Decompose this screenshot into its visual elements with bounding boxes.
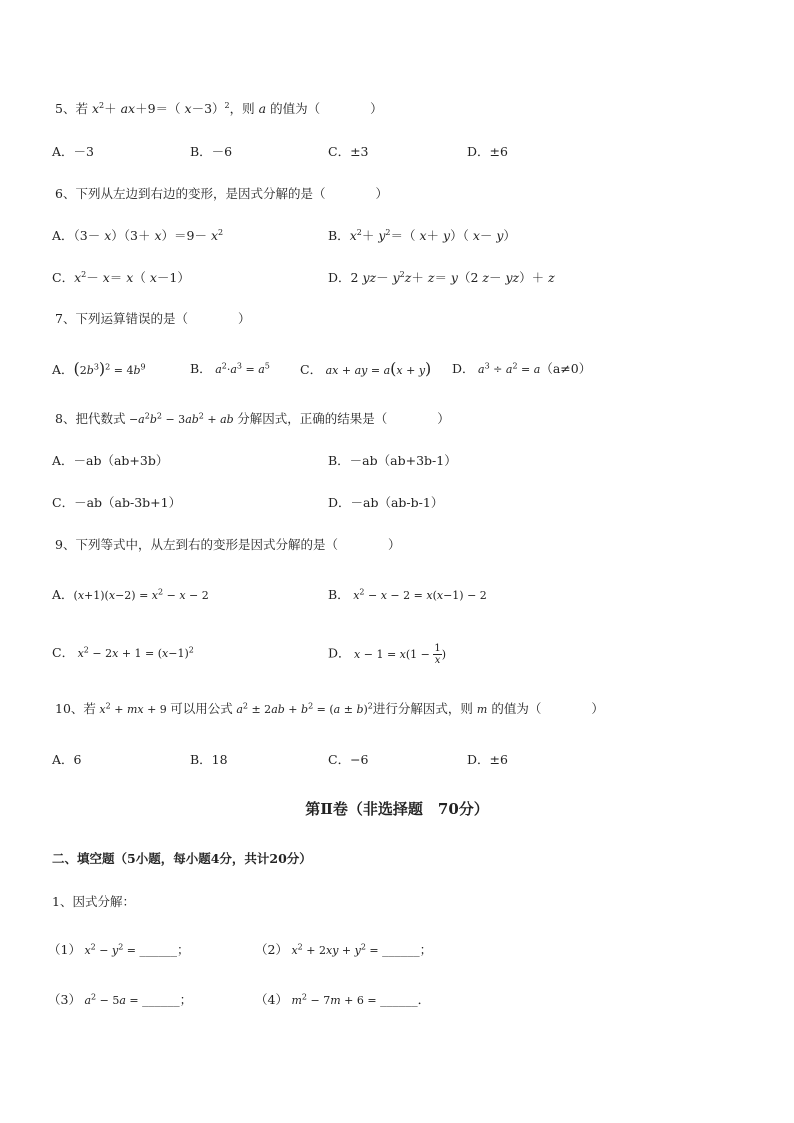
f1-part-3 bbox=[48, 990, 192, 1011]
q5-tail: ，则 bbox=[229, 101, 255, 116]
q10-option-b[interactable]: B．18 bbox=[190, 752, 228, 767]
q6-option-d[interactable] bbox=[328, 268, 555, 288]
q7-label-c: C． bbox=[300, 362, 323, 377]
q6-option-b[interactable] bbox=[328, 226, 516, 246]
q5-option-d[interactable]: D．±6 bbox=[467, 144, 508, 159]
q8-number: 8、把代数式 bbox=[55, 411, 126, 426]
q7-d-expr: $a^3 \div a^2 = a$ bbox=[478, 361, 541, 376]
f1-end-1: ； bbox=[177, 942, 190, 957]
q10-mid1: 可以用公式 bbox=[170, 701, 233, 716]
q6-label-d: D． bbox=[328, 270, 351, 285]
q5-var-a: a bbox=[258, 101, 267, 116]
q8-option-c[interactable]: C．－ab（ab-3b+1） bbox=[52, 495, 182, 510]
f1-blank-4[interactable]: ______ bbox=[380, 992, 418, 1007]
q7-b-expr: $a^2\cdot a^3 = a^5$ bbox=[215, 361, 270, 376]
q10-option-a[interactable]: A．6 bbox=[52, 752, 82, 767]
q6-option-c[interactable] bbox=[52, 268, 190, 288]
q9-label-a: A． bbox=[52, 587, 74, 602]
q9-option-d[interactable] bbox=[328, 643, 446, 666]
q9-d-expr: x − 1 = x(1 − $\frac{1}{x}$ ) bbox=[354, 643, 447, 666]
question-6: 6、下列从左边到右边的变形，是因式分解的是（ ） bbox=[55, 186, 388, 201]
q6-option-a[interactable] bbox=[52, 226, 223, 246]
q7-label-d: D． bbox=[452, 361, 475, 376]
q10-option-d[interactable]: D．±6 bbox=[467, 752, 508, 767]
q7-option-b[interactable] bbox=[190, 359, 270, 380]
question-10 bbox=[55, 699, 604, 720]
q6-a-expr: $(3- x)(3+ x)=9- x^2$ bbox=[73, 227, 224, 243]
q8-option-d[interactable]: D．－ab（ab-b-1） bbox=[328, 495, 444, 510]
q6-label-b: B． bbox=[328, 228, 350, 243]
q9-option-a[interactable] bbox=[52, 585, 209, 606]
f1-part-1-label: （1） bbox=[48, 942, 81, 957]
q9-option-b[interactable] bbox=[328, 585, 487, 606]
f1-part-4 bbox=[255, 990, 430, 1011]
f1-part-4-label: （4） bbox=[255, 992, 288, 1007]
q7-option-d[interactable] bbox=[452, 359, 591, 380]
f1-part-3-expr: $a^2 - 5a$ = bbox=[84, 992, 143, 1007]
q8-end: 分解因式，正确的结果是（ ） bbox=[237, 411, 450, 426]
q9-a-expr: $(x+1)(x-2) = x^2 - x - 2$ bbox=[73, 587, 209, 602]
f1-part-2 bbox=[255, 940, 432, 961]
q10-expression: $x^2$ + mx + 9 bbox=[99, 701, 171, 716]
f1-part-2-label: （2） bbox=[255, 942, 288, 957]
q7-d-condition: （a≠0） bbox=[540, 361, 592, 376]
f1-blank-1[interactable]: ______ bbox=[139, 942, 178, 957]
f1-part-3-label: （3） bbox=[48, 992, 81, 1007]
q10-option-c[interactable]: C．−6 bbox=[328, 752, 369, 767]
f1-end-4: ． bbox=[417, 992, 431, 1007]
fill-question-1: 1、因式分解： bbox=[52, 894, 135, 909]
f1-part-1-expr: $x^2 - y^2$ = bbox=[84, 942, 140, 957]
question-5 bbox=[55, 99, 383, 119]
q9-label-c: C． bbox=[52, 645, 75, 660]
q10-end: 的值为（ ） bbox=[491, 701, 604, 716]
q9-option-c[interactable] bbox=[52, 643, 194, 664]
question-7: 7、下列运算错误的是（ ） bbox=[55, 311, 251, 326]
section-2-title: 第Ⅱ卷（非选择题 70分） bbox=[305, 800, 489, 818]
q9-c-expr: $x^2 - 2x + 1 = (x-1)^2$ bbox=[77, 645, 194, 660]
f1-blank-3[interactable]: ______ bbox=[142, 992, 180, 1007]
q8-option-b[interactable]: B．－ab（ab+3b-1） bbox=[328, 453, 457, 468]
q5-option-b[interactable]: B．－6 bbox=[190, 144, 233, 159]
f1-part-2-expr: $x^2 + 2xy + y^2$ = bbox=[291, 942, 383, 957]
q9-label-b: B． bbox=[328, 587, 350, 602]
question-8 bbox=[55, 409, 450, 430]
f1-end-3: ； bbox=[179, 992, 193, 1007]
q8-expression: $-a^2b^2 - 3ab^2$ + ab bbox=[125, 411, 234, 426]
q10-number: 10、若 bbox=[55, 701, 96, 716]
q7-option-a[interactable] bbox=[52, 359, 146, 381]
q7-c-expr: ax + ay = a(x + y) bbox=[325, 359, 432, 378]
q5-number: 5、若 bbox=[55, 101, 88, 116]
q5-option-a[interactable]: A．－3 bbox=[52, 144, 94, 159]
q5-equation: $x^2+ ax+9=$（ x－3）$^2$ bbox=[91, 100, 230, 116]
q6-label-c: C． bbox=[52, 270, 75, 285]
section-2-subtitle: 二、填空题（5小题，每小题4分，共计20分） bbox=[52, 851, 312, 866]
q7-label-b: B． bbox=[190, 361, 212, 376]
q6-c-expr: $x^2- x= x$（ x－1） bbox=[74, 269, 190, 285]
f1-part-1 bbox=[48, 940, 190, 961]
q8-option-a[interactable]: A．－ab（ab+3b） bbox=[52, 453, 169, 468]
f1-part-4-expr: $m^2 - 7m + 6$ = bbox=[291, 992, 381, 1007]
q10-formula: $a^2 \pm 2ab + b^2 = (a \pm b)^2$ bbox=[236, 701, 373, 716]
q9-b-expr: $x^2 - x - 2 = x(x-1) - 2$ bbox=[353, 587, 487, 602]
q7-option-c[interactable] bbox=[300, 359, 431, 381]
q9-d-fraction: $\frac{1}{x}$ bbox=[434, 643, 441, 666]
q5-option-c[interactable]: C．±3 bbox=[328, 144, 369, 159]
q6-d-expr: 2 $yz- y^2z+ z= y(2$ z－ yz）＋ z bbox=[350, 269, 555, 285]
q10-var-m: m bbox=[476, 703, 488, 716]
q9-label-d: D． bbox=[328, 645, 351, 661]
q5-end: 的值为（ ） bbox=[270, 101, 383, 116]
f1-end-2: ； bbox=[419, 942, 433, 957]
q6-b-expr: $x^2+ y^2=$（ x＋ y）（ x－ y） bbox=[349, 227, 516, 243]
f1-blank-2[interactable]: ______ bbox=[382, 942, 420, 957]
q6-label-a: A． bbox=[52, 228, 74, 243]
q7-a-expr: $(2b^3)^2 = 4b^9$ bbox=[73, 359, 146, 378]
question-9: 9、下列等式中，从左到右的变形是因式分解的是（ ） bbox=[55, 537, 401, 552]
q10-mid2: 进行分解因式，则 bbox=[372, 701, 473, 716]
q7-label-a: A． bbox=[52, 362, 74, 377]
